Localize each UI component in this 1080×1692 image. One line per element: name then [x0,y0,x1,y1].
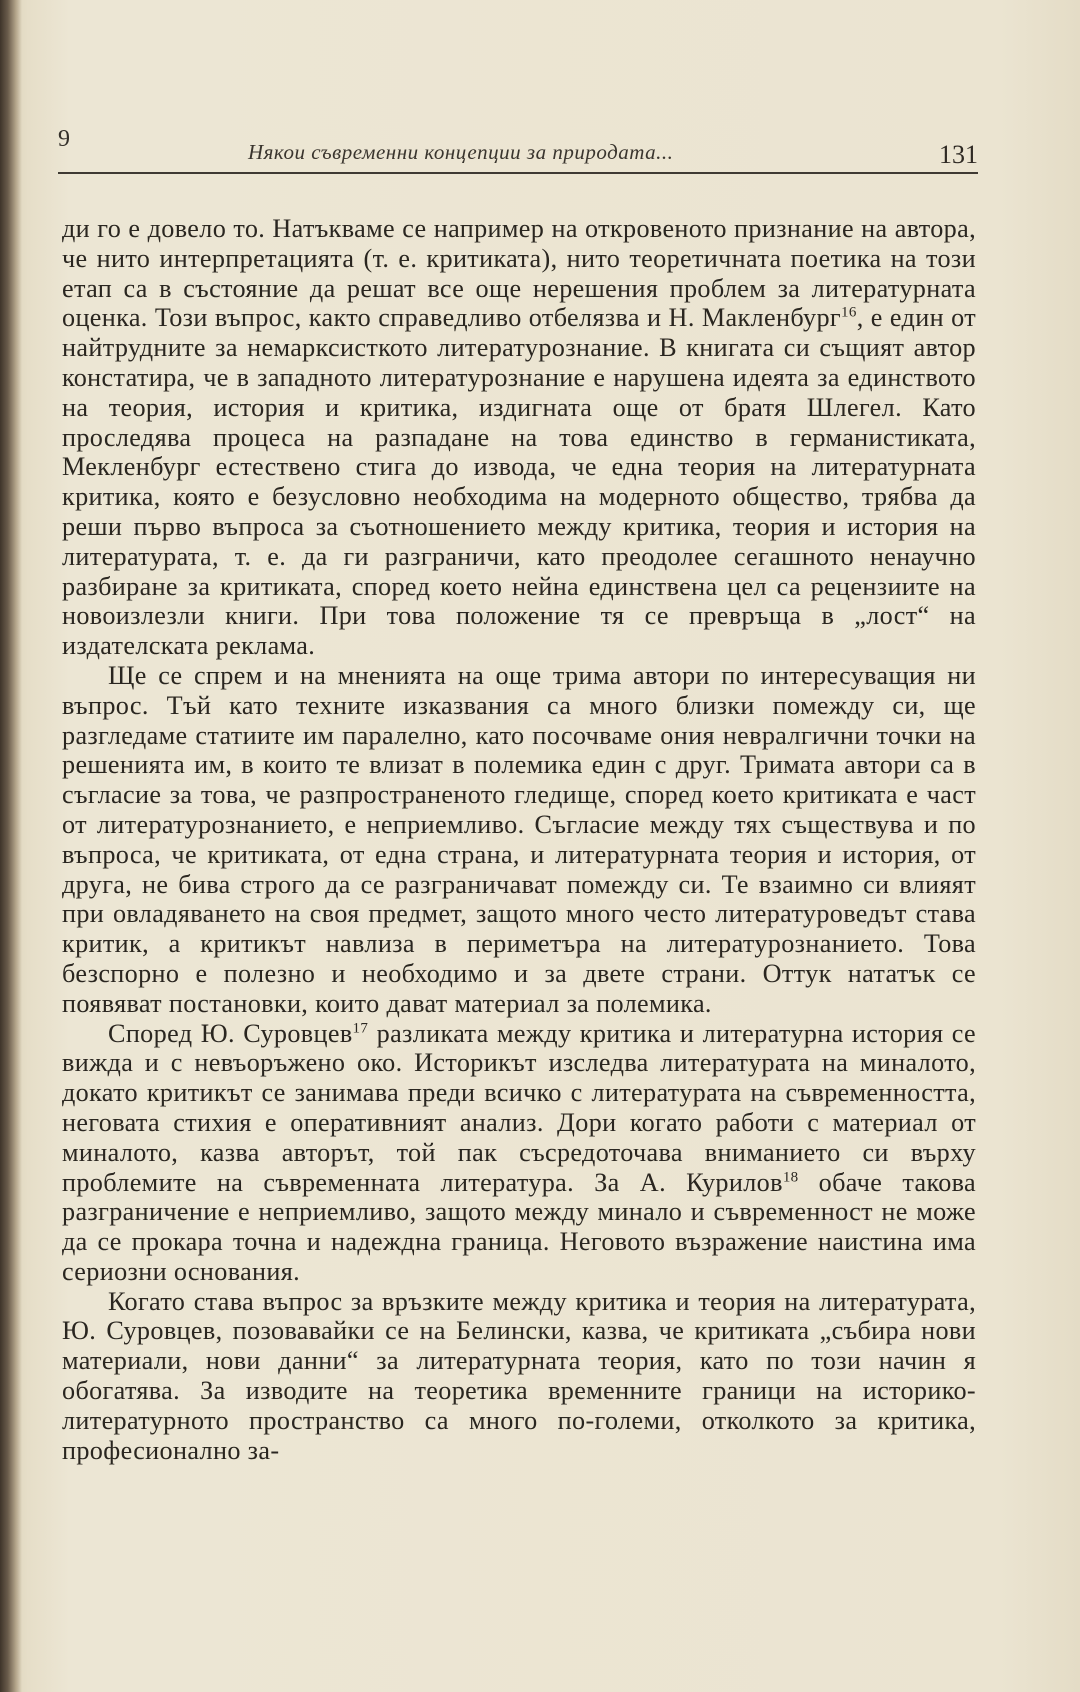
body-text [62,214,976,1465]
footnote-ref: 18 [782,1168,799,1185]
text-run: обаче такова разграничение е неприемливо, защото между минало и съвременност не може да се прокара точна и надеждна граница. Неговото възражение наистина има сериозни основания. [62,1167,976,1286]
paragraph [62,661,976,1019]
footnote-ref: 17 [352,1019,369,1036]
text-run: Според Ю. Суровцев [108,1018,353,1048]
signature-mark: 9 [58,126,70,152]
text-run: Когато става въпрос за връзките между критика и теория на литературата, Ю. Суровцев, позовавайки се на Белински, казва, че критиката „събира нови материали, нови данни“ за литературната теория, като по този начин я обогатява. За изводите на теоретика временните граници на историко-литературното пространство са много по-големи, отколкото за критика, професионално за- [62,1286,976,1465]
text-run: Ще се спрем и на мненията на още трима автори по интересуващия ни въпрос. Тъй като техните изказвания са много близки помежду си, ще разгледаме статиите им паралелно, като посочваме ония невралгични точки на решенията им, в които те влизат в полемика един с друг. Тримата автори са в съгласие за това, че разпространеното гледище, според което критиката е част от литературознанието, е неприемливо. Съгласие между тях съществува и по въпроса, че критиката, от една страна, и литературната теория и история, от друга, не бива строго да се разграничават помежду си. Те взаимно си влияят при овладяването на своя предмет, защото много често литературоведът става критик, а критикът навлиза в периметъра на литературознанието. Това безспорно е полезно и необходимо и за двете страни. Оттук нататък се появяват постановки, които дават материал за полемика. [62,660,976,1018]
header-rule [58,172,978,174]
page-number: 131 [939,140,978,169]
page-header [58,126,978,169]
footnote-ref: 16 [840,304,857,321]
paragraph [62,1287,976,1466]
running-head: Някои съвременни концепции за природата... [248,140,674,164]
text-run: ди го е довело то. Натъкваме се например на откровеното признание на автора, че нито интерпретацията (т. е. критиката), нито теоретичната поетика на този етап са в състояние да решат все още нерешения проблем за литературната оценка. Този въпрос, както справедливо отбелязва и Н. Макленбург [62,214,976,333]
paragraph [62,1019,976,1287]
book-spine-shadow [0,0,22,1692]
paragraph [62,214,976,661]
text-run: , е един от найтрудните за немарксисткото литературознание. В книгата си същият автор констатира, че в западното литературознание е нарушена идеята за единството на теория, история и критика, издигната още от братя Шлегел. Като проследява процеса на разпадане на това единство в германистиката, Мекленбург естествено стига до извода, че една теория на литературната критика, която е безусловно необходима на модерното общество, трябва да реши първо въпроса за съотношението между критика, теория и история на литературата, т. е. да ги разграничи, като преодолее сегашното ненаучно разбиране за критиката, според което нейна единствена цел са рецензиите на новоизлезли книги. При това положение тя се превръща в „лост“ на издателската реклама. [62,303,976,661]
text-run: разликата между критика и литературна история се вижда и с невъоръжено око. Историкът изследва литературата на миналото, докато критикът се занимава преди всичко с литературата на съвременността, неговата стихия е оперативният анализ. Дори когато работи с материал от миналото, казва авторът, той пак съсредоточава вниманието си върху проблемите на съвременната литература. За А. Курилов [62,1018,976,1197]
